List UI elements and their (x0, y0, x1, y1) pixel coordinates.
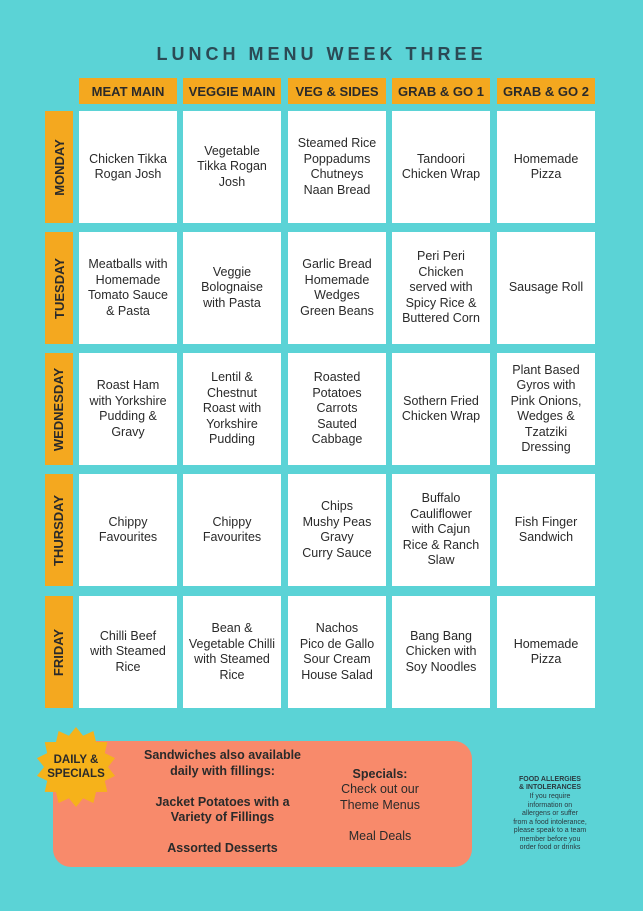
menu-cell-wednesday-veg-and-sides: Roasted Potatoes Carrots Sauted Cabbage (288, 353, 386, 465)
menu-cell-tuesday-meat-main: Meatballs with Homemade Tomato Sauce & Pasta (79, 232, 177, 344)
column-header-meat-main: MEAT MAIN (79, 78, 177, 104)
menu-cell-thursday-grab-and-go-2: Fish Finger Sandwich (497, 474, 595, 586)
allergy-heading: FOOD ALLERGIES & INTOLERANCES (518, 776, 582, 791)
menu-cell-wednesday-veggie-main: Lentil & Chestnut Roast with Yorkshire Pudding (183, 353, 281, 465)
column-header-veggie-main: VEGGIE MAIN (183, 78, 281, 104)
day-label: TUESDAY (51, 257, 67, 319)
row-header-monday (45, 111, 73, 223)
day-label: WEDNESDAY (51, 367, 67, 451)
row-header-friday (45, 596, 73, 708)
menu-cell-monday-meat-main: Chicken Tikka Rogan Josh (79, 111, 177, 223)
menu-cell-wednesday-meat-main: Roast Ham with Yorkshire Pudding & Gravy (79, 353, 177, 465)
menu-cell-friday-veg-and-sides: Nachos Pico de Gallo Sour Cream House Salad (288, 596, 386, 708)
menu-cell-friday-meat-main: Chilli Beef with Steamed Rice (79, 596, 177, 708)
badge-label: DAILY & SPECIALS (47, 754, 105, 780)
allergy-text: If you require information on allergens or suffer from a food intolerance, please speak to a team member before you order food or drinks (513, 793, 587, 851)
row-header-wednesday (45, 353, 73, 465)
menu-cell-monday-grab-and-go-2: Homemade Pizza (497, 111, 595, 223)
row-header-tuesday (45, 232, 73, 344)
menu-cell-thursday-meat-main: Chippy Favourites (79, 474, 177, 586)
specials-text: Check out our Theme Menus Meal Deals (340, 782, 420, 843)
menu-cell-monday-veggie-main: Vegetable Tikka Rogan Josh (183, 111, 281, 223)
daily-specials-badge (36, 727, 116, 807)
column-header-grab-and-go-1: GRAB & GO 1 (392, 78, 490, 104)
menu-cell-tuesday-grab-and-go-1: Peri Peri Chicken served with Spicy Rice & Buttered Corn (392, 232, 490, 344)
day-label: MONDAY (51, 138, 67, 196)
daily-fillings-text: Sandwiches also available daily with fillings: Jacket Potatoes with a Variety of Fillings Assorted Desserts (143, 748, 302, 855)
day-label: THURSDAY (51, 494, 67, 566)
menu-cell-tuesday-grab-and-go-2: Sausage Roll (497, 232, 595, 344)
day-label: FRIDAY (51, 628, 67, 676)
menu-cell-thursday-grab-and-go-1: Buffalo Cauliflower with Cajun Rice & Ranch Slaw (392, 474, 490, 586)
menu-cell-wednesday-grab-and-go-1: Sothern Fried Chicken Wrap (392, 353, 490, 465)
menu-cell-tuesday-veggie-main: Veggie Bolognaise with Pasta (183, 232, 281, 344)
row-header-thursday (45, 474, 73, 586)
menu-cell-tuesday-veg-and-sides: Garlic Bread Homemade Wedges Green Beans (288, 232, 386, 344)
column-header-veg-and-sides: VEG & SIDES (288, 78, 386, 104)
menu-cell-friday-grab-and-go-1: Bang Bang Chicken with Soy Noodles (392, 596, 490, 708)
menu-cell-friday-veggie-main: Bean & Vegetable Chilli with Steamed Rice (183, 596, 281, 708)
specials-heading: Specials: (352, 767, 408, 781)
menu-cell-friday-grab-and-go-2: Homemade Pizza (497, 596, 595, 708)
column-header-grab-and-go-2: GRAB & GO 2 (497, 78, 595, 104)
menu-cell-thursday-veg-and-sides: Chips Mushy Peas Gravy Curry Sauce (288, 474, 386, 586)
menu-cell-thursday-veggie-main: Chippy Favourites (183, 474, 281, 586)
menu-cell-monday-veg-and-sides: Steamed Rice Poppadums Chutneys Naan Bread (288, 111, 386, 223)
menu-cell-monday-grab-and-go-1: Tandoori Chicken Wrap (392, 111, 490, 223)
menu-cell-wednesday-grab-and-go-2: Plant Based Gyros with Pink Onions, Wedges & Tzatziki Dressing (497, 353, 595, 465)
page-title: LUNCH MENU WEEK THREE (156, 44, 487, 64)
